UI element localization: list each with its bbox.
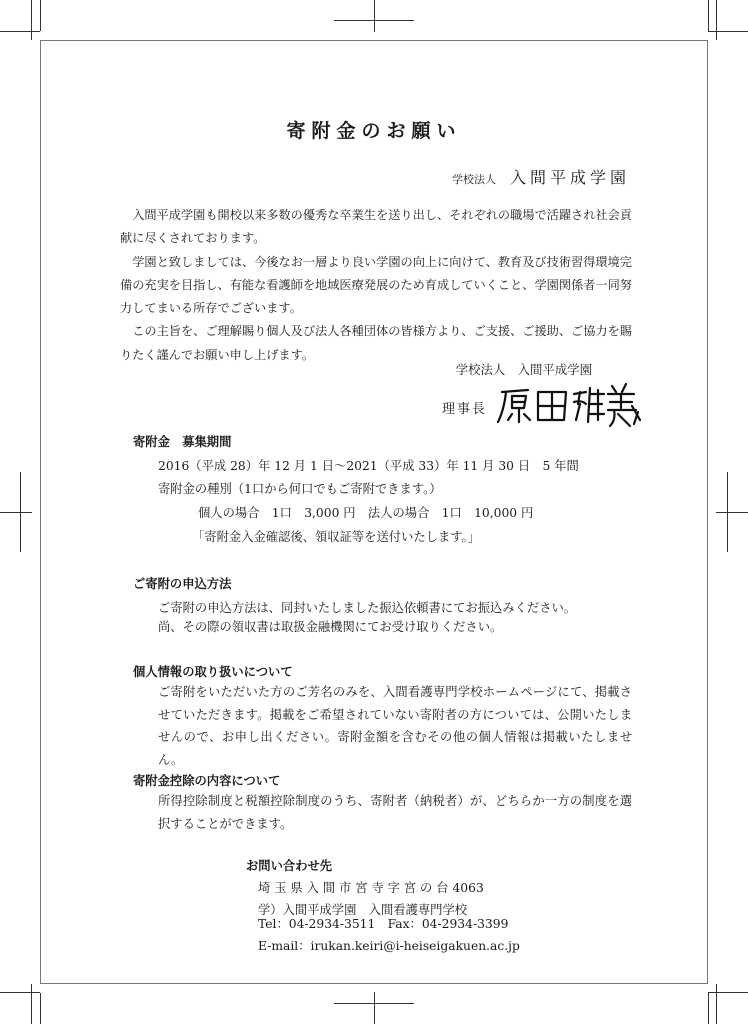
crop-mark [31,0,32,40]
body-paragraph: この主旨を、ご理解賜り個人及び法人各種団体の皆様方より、ご支援、ご援助、ご協力を賜りたく謹んでお願い申し上げます。 [120,324,632,362]
crop-mark [0,992,40,993]
application-line: ご寄附の申込方法は、同封いたしました振込依頼書にてお振込みください。 [158,601,577,615]
privacy-heading: 個人情報の取り扱いについて [133,665,293,679]
crop-mark [716,0,717,40]
crop-mark [708,993,709,1024]
receipt-note: 「寄附金入金確認後、領収証等を送付いたします。」 [192,530,480,544]
body-paragraph: 学園と致しましては、今後なお一層より良い学園の向上に向けて、教育及び技術習得環境完備の充実を目指し、有能な看護師を地域医療発展のため育成していくこと、学園関係者一同努力してまいる所存でございます。 [120,254,632,316]
center-mark [374,992,375,1024]
contact-heading: お問い合わせ先 [246,859,333,873]
body-paragraph: 入間平成学園も開校以来多数の優秀な卒業生を送り出し、それぞれの職場で活躍され社会貢献に尽くされております。 [120,208,632,246]
crop-mark [40,0,41,31]
handwritten-signature [494,380,644,432]
deduction-heading: 寄附金控除の内容について [133,774,281,788]
crop-mark [0,31,40,32]
contact-org: 学）入間平成学園 入間看護専門学校 [258,903,468,917]
crop-mark [40,993,41,1024]
crop-mark [708,0,709,31]
donation-amounts: 個人の場合 1口 3,000 円 法人の場合 1口 10,000 円 [198,506,534,520]
center-mark [727,472,728,552]
period-dates: 2016（平成 28）年 12 月 1 日～2021（平成 33）年 11 月 30 日 5 年間 [158,459,579,473]
contact-email: E-mail：irukan.keiri@i-heiseigakuen.ac.jp [258,939,520,953]
application-line: 尚、その際の領収書は取扱金融機関にてお受け取りください。 [158,620,503,634]
contact-address: 埼 玉 県 入 間 市 宮 寺 字 宮 の 台 4063 [258,881,484,895]
center-mark [20,472,21,552]
header-org-name: 入間平成学園 [509,168,630,187]
signatory-org: 学校法人 入間平成学園 [455,362,592,377]
period-heading: 寄附金 募集期間 [133,435,232,449]
application-heading: ご寄附の申込方法 [133,577,232,591]
donation-types: 寄附金の種別（1口から何口でもご寄附できます。） [158,482,442,496]
header-org-prefix: 学校法人 [451,173,496,186]
page-title: 寄附金のお願い [286,120,462,142]
center-mark [716,512,748,513]
crop-mark [708,992,748,993]
signatory-title: 理事長 [442,402,488,417]
crop-mark [708,31,748,32]
privacy-text: ご寄附をいただいた方のご芳名のみを、入間看護専門学校ホームページにて、掲載させていただきます。掲載をご希望されていない寄附者の方については、公開いたしませんので、お申し出ください。寄附金額を含むその他の個人情報は掲載いたしません。 [158,685,632,767]
center-mark [0,512,32,513]
crop-mark [31,984,32,1024]
contact-phone: Tel：04-2934-3511 Fax：04-2934-3399 [258,917,509,931]
deduction-text: 所得控除制度と税額控除制度のうち、寄附者（納税者）が、どちらか一方の制度を選択することができます。 [158,794,632,831]
header-org [452,165,630,188]
body-text [120,204,632,367]
crop-mark [716,984,717,1024]
center-mark [374,0,375,32]
